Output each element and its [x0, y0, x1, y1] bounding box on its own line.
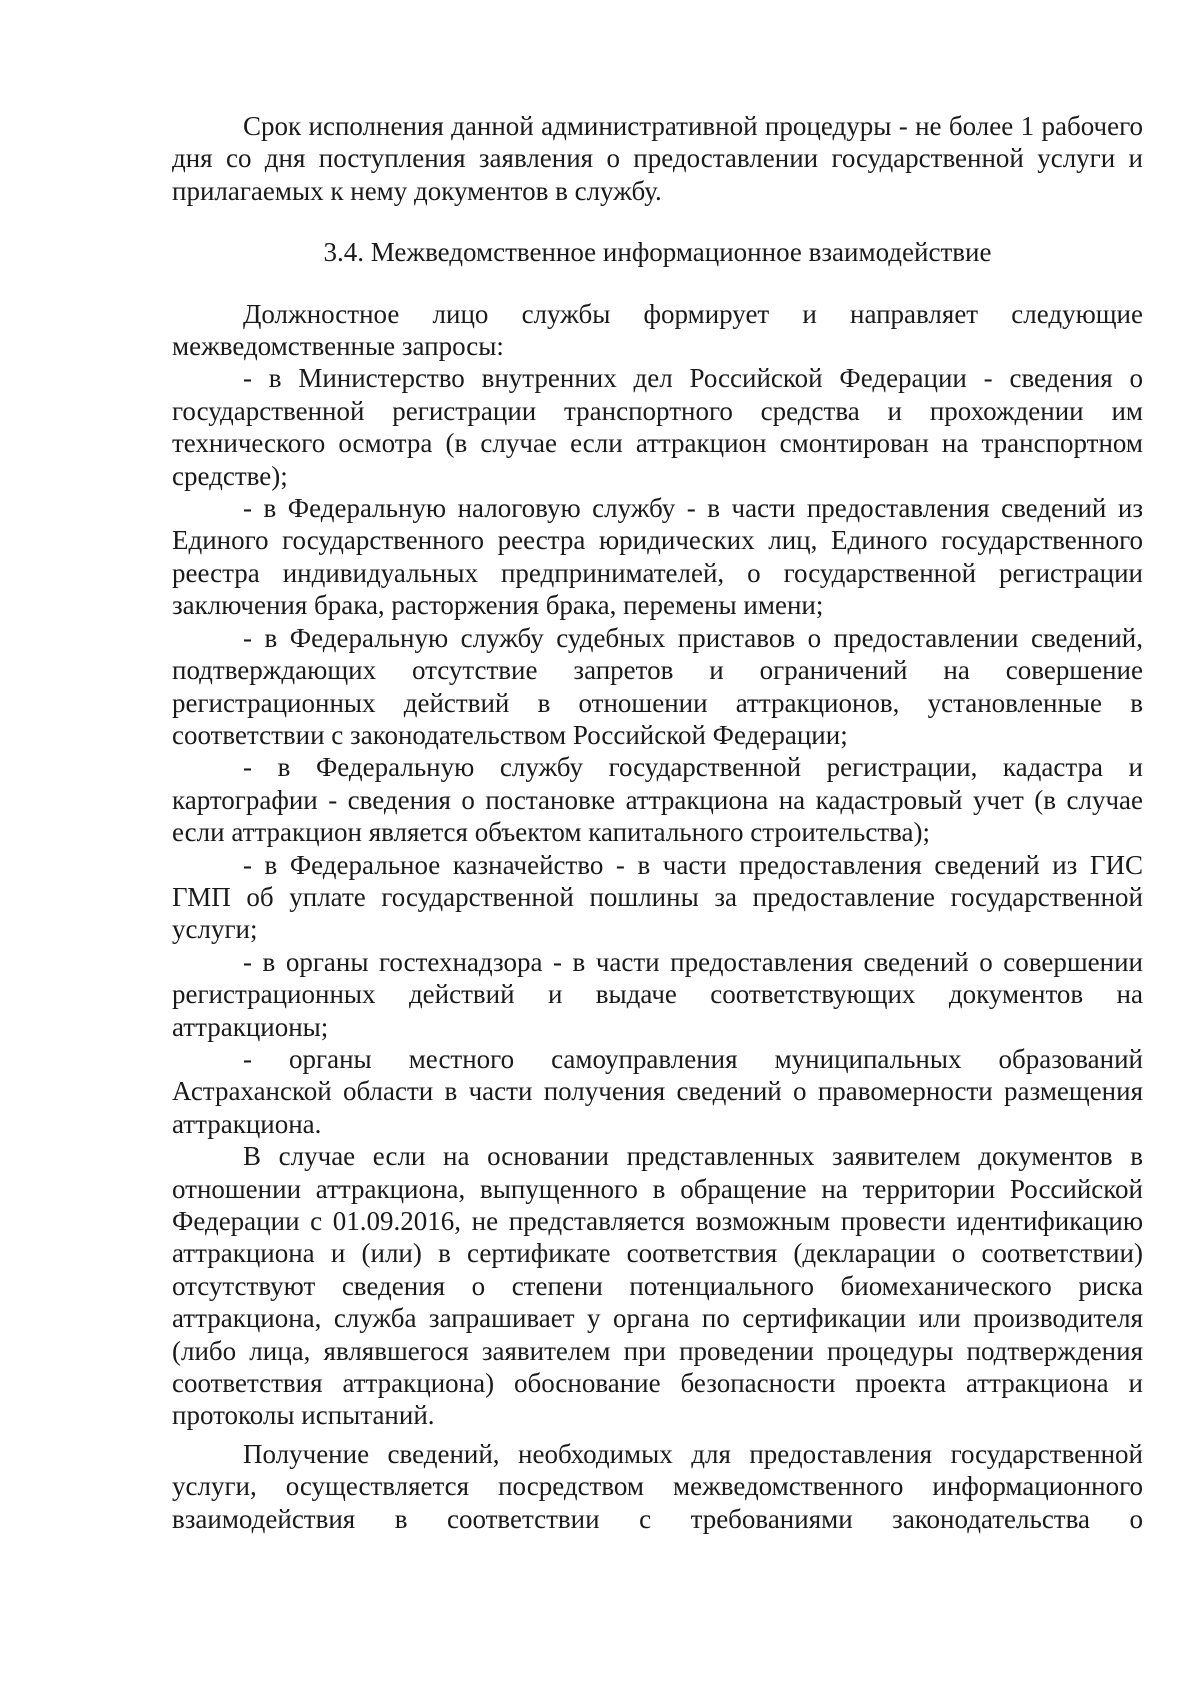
list-item: - в Федеральное казначейство - в части предоставления сведений из ГИС ГМП об уплате государственной пошлины за предоставление государственной услуги; [172, 849, 1143, 945]
section-heading: 3.4. Межведомственное информационное взаимодействие [323, 237, 992, 268]
document-page [172, 110, 1143, 1535]
list-item: - органы местного самоуправления муниципальных образований Астраханской области в части получения сведений о правомерности размещения аттракциона. [172, 1043, 1143, 1139]
list-item: - в Федеральную службу государственной регистрации, кадастра и картографии - сведения о постановке аттракциона на кадастровый учет (в случае если аттракцион является объектом капитального строительства); [172, 752, 1143, 848]
request-list [172, 362, 1143, 1140]
paragraph-deadline: Срок исполнения данной административной процедуры - не более 1 рабочего дня со дня поступления заявления о предоставлении государственной услуги и прилагаемых к нему документов в службу. [172, 111, 1143, 206]
paragraph-case: В случае если на основании представленных заявителем документов в отношении аттракциона, выпущенного в обращение на территории Российской Федерации с 01.09.2016, не представляется возможным провести идентификацию аттракциона и (или) в сертификате соответствия (декларации о соответствии) отсутствуют сведения о степени потенциального биомеханического риска аттракциона, служба запрашивает у органа по сертификации или производителя (либо лица, являвшегося заявителем при проведении процедуры подтверждения соответствия аттракциона) обоснование безопасности проекта аттракциона и протоколы испытаний. [172, 1141, 1143, 1431]
list-item: - в органы гостехнадзора - в части предоставления сведений о совершении регистрационных действий и выдаче соответствующих документов на аттракционы; [172, 946, 1143, 1042]
paragraph-official: Должностное лицо службы формирует и направляет следующие межведомственные запросы: [172, 298, 1143, 362]
list-item: - в Министерство внутренних дел Российской Федерации - сведения о государственной регистрации транспортного средства и прохождении им технического осмотра (в случае если аттракцион смонтирован на транспортном средстве); [172, 363, 1143, 491]
list-item: - в Федеральную налоговую службу - в части предоставления сведений из Единого государственного реестра юридических лиц, Единого государственного реестра индивидуальных предпринимателей, о государственной регистрации заключения брака, расторжения брака, перемены имени; [172, 493, 1143, 621]
list-item: - в Федеральную службу судебных приставов о предоставлении сведений, подтверждающих отсутствие запретов и ограничений на совершение регистрационных действий в отношении аттракционов, установленные в соответствии с законодательством Российской Федерации; [172, 622, 1143, 750]
paragraph-obtain: Получение сведений, необходимых для предоставления государственной услуги, осуществляется посредством межведомственного информационного взаимодействия в соответствии с требованиями законодательства о [172, 1438, 1143, 1534]
